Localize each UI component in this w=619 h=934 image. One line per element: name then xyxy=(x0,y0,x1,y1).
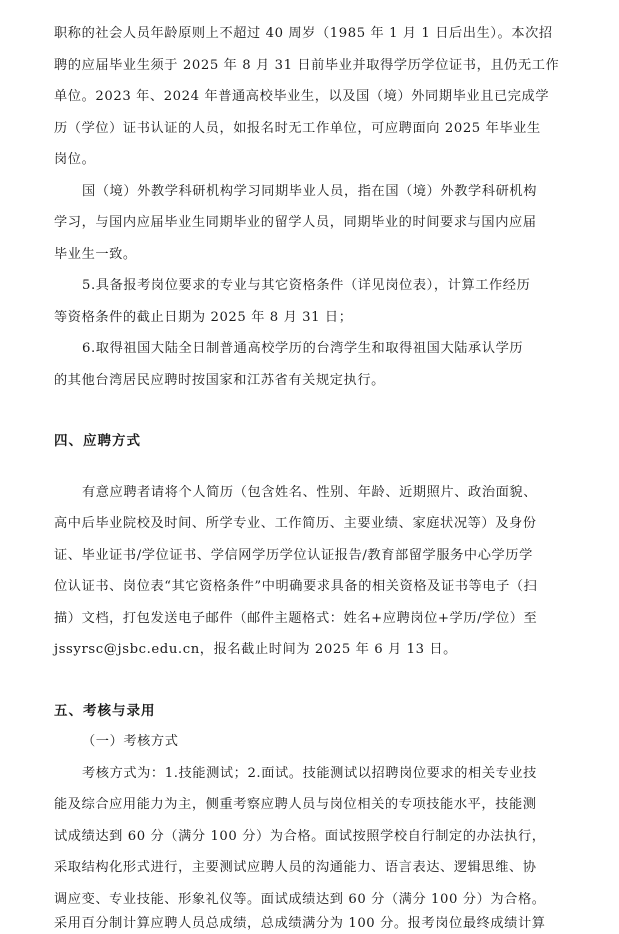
text-line: 职称的社会人员年龄原则上不超过 40 周岁（1985 年 1 月 1 日后出生）。本次招 xyxy=(54,26,553,41)
text-line: 采取结构化形式进行，主要测试应聘人员的沟通能力、语言表达、逻辑思维、协 xyxy=(54,860,537,875)
text-line: 采用百分制计算应聘人员总成绩，总成绩满分为 100 分。报考岗位最终成绩计算 xyxy=(54,916,546,931)
text-line: 能及综合应用能力为主，侧重考察应聘人员与岗位相关的专项技能水平，技能测 xyxy=(54,797,537,812)
section-heading: 四、应聘方式 xyxy=(54,433,141,449)
section-heading: 五、考核与录用 xyxy=(54,703,156,719)
text-line: 描）文档，打包发送电子邮件（邮件主题格式：姓名+应聘岗位+学历/学位）至 xyxy=(54,611,538,626)
text-line: 考核方式为：1.技能测试；2.面试。技能测试以招聘岗位要求的相关专业技 xyxy=(82,766,537,781)
text-line: jssyrsc@jsbc.edu.cn，报名截止时间为 2025 年 6 月 13 日。 xyxy=(54,642,457,657)
subsection-heading: （一）考核方式 xyxy=(82,734,179,749)
text-line: 6.取得祖国大陆全日制普通高校学历的台湾学生和取得祖国大陆承认学历 xyxy=(82,341,524,356)
text-line: 试成绩达到 60 分（满分 100 分）为合格。面试按照学校自行制定的办法执行， xyxy=(54,829,546,844)
text-line: 高中后毕业院校及时间、所学专业、工作简历、主要业绩、家庭状况等）及身份 xyxy=(54,516,537,531)
text-line: 单位。2023 年、2024 年普通高校毕业生，以及国（境）外同期毕业且已完成学 xyxy=(54,89,550,104)
text-line: 有意应聘者请将个人简历（包含姓名、性别、年龄、近期照片、政治面貌、 xyxy=(82,485,537,500)
text-line: 国（境）外教学科研机构学习同期毕业人员，指在国（境）外教学科研机构 xyxy=(82,184,537,199)
text-line: 证、毕业证书/学位证书、学信网学历学位认证报告/教育部留学服务中心学历学 xyxy=(54,548,533,563)
text-line: 聘的应届毕业生须于 2025 年 8 月 31 日前毕业并取得学历学位证书，且仍无工作 xyxy=(54,58,560,73)
text-line: 毕业生一致。 xyxy=(54,247,137,262)
text-line: 等资格条件的截止日期为 2025 年 8 月 31 日； xyxy=(54,310,353,325)
text-line: 历（学位）证书认证的人员，如报名时无工作单位，可应聘面向 2025 年毕业生 xyxy=(54,121,541,136)
text-line: 岗位。 xyxy=(54,152,96,167)
text-line: 的其他台湾居民应聘时按国家和江苏省有关规定执行。 xyxy=(54,373,385,388)
text-line: 学习，与国内应届毕业生同期毕业的留学人员，同期毕业的时间要求与国内应届 xyxy=(54,215,537,230)
text-line: 5.具备报考岗位要求的专业与其它资格条件（详见岗位表），计算工作经历 xyxy=(82,278,531,293)
text-line: 位认证书、岗位表“其它资格条件”中明确要求具备的相关资格及证书等电子（扫 xyxy=(54,579,538,594)
text-line: 调应变、专业技能、形象礼仪等。面试成绩达到 60 分（满分 100 分）为合格。 xyxy=(54,892,546,907)
